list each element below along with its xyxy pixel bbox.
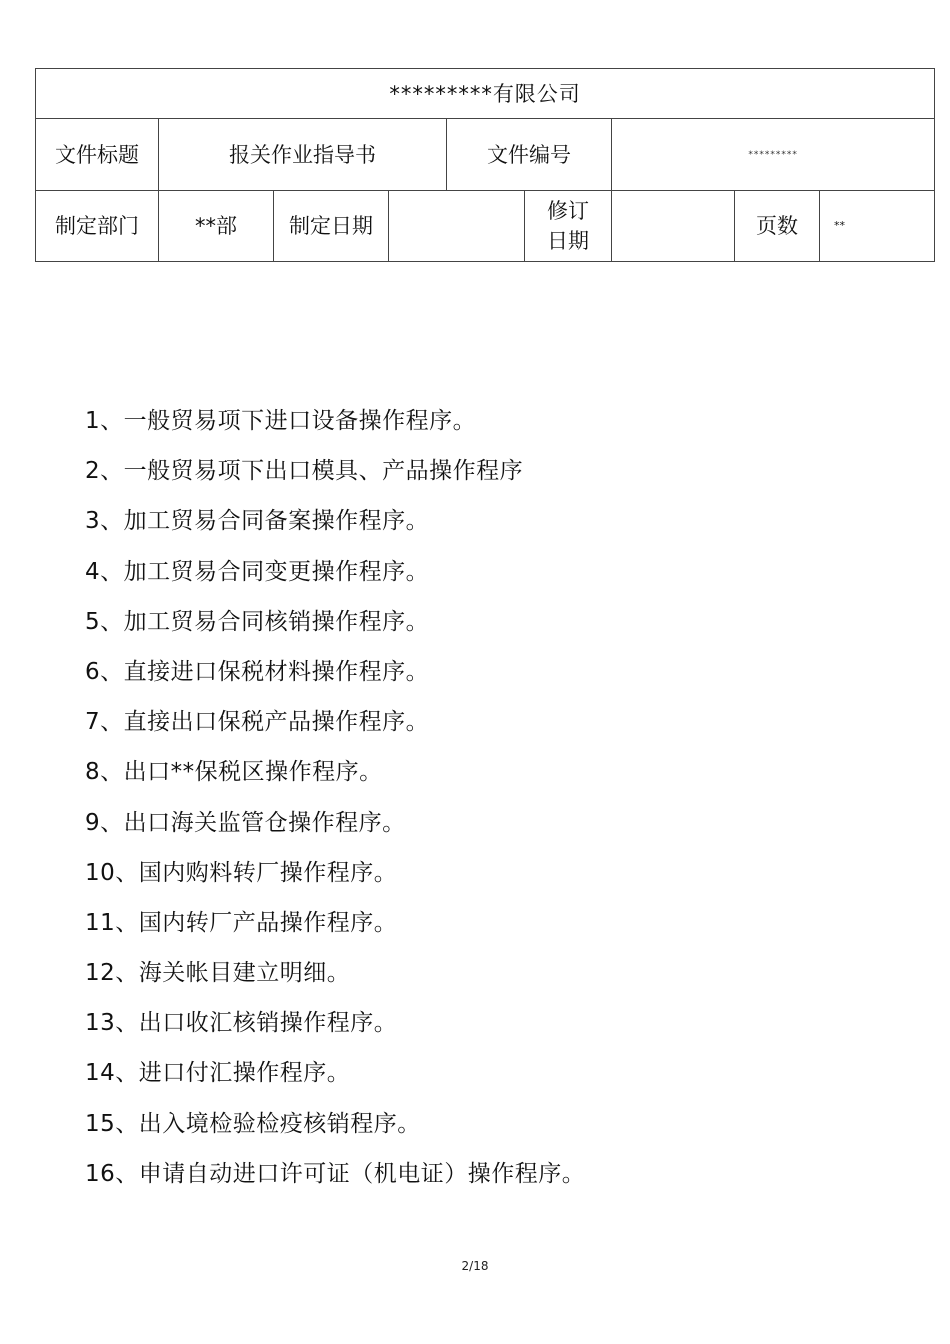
list-item: 8、出口**保税区操作程序。 (85, 759, 383, 786)
list-item: 16、申请自动进口许可证（机电证）操作程序。 (85, 1160, 586, 1187)
document-header-table (35, 68, 935, 262)
page-number: 2/18 (461, 1259, 489, 1273)
list-item: 6、直接进口保税材料操作程序。 (85, 658, 430, 685)
revision-date-value (612, 191, 735, 262)
created-date-value (389, 191, 525, 262)
list-item: 4、加工贸易合同变更操作程序。 (85, 558, 430, 585)
list-item: 3、加工贸易合同备案操作程序。 (85, 508, 430, 535)
list-item: 2、一般贸易项下出口模具、产品操作程序 (85, 458, 524, 485)
department-value: **部 (159, 191, 274, 262)
page-count-label: 页数 (735, 191, 820, 262)
company-name: *********有限公司 (36, 69, 935, 119)
list-item: 5、加工贸易合同核销操作程序。 (85, 608, 430, 635)
list-item: 12、海关帐目建立明细。 (85, 960, 351, 987)
list-item: 14、进口付汇操作程序。 (85, 1060, 351, 1087)
page-count-value: ** (820, 191, 935, 262)
revision-date-label-text: 修订日期 (547, 199, 589, 253)
list-item: 1、一般贸易项下进口设备操作程序。 (85, 408, 477, 434)
list-item: 11、国内转厂产品操作程序。 (85, 909, 398, 936)
department-label: 制定部门 (36, 191, 159, 262)
procedure-list (85, 396, 585, 1199)
list-item: 9、出口海关监管仓操作程序。 (85, 809, 406, 836)
list-item: 10、国内购料转厂操作程序。 (85, 859, 398, 886)
revision-date-label (525, 191, 612, 262)
list-item: 7、直接出口保税产品操作程序。 (85, 709, 430, 736)
list-item: 13、出口收汇核销操作程序。 (85, 1010, 398, 1037)
created-date-label: 制定日期 (274, 191, 389, 262)
file-title-value: 报关作业指导书 (159, 119, 447, 191)
file-number-value: ********* (612, 119, 935, 191)
file-title-label: 文件标题 (36, 119, 159, 191)
file-number-label: 文件编号 (447, 119, 612, 191)
list-item: 15、出入境检验检疫核销程序。 (85, 1110, 421, 1137)
